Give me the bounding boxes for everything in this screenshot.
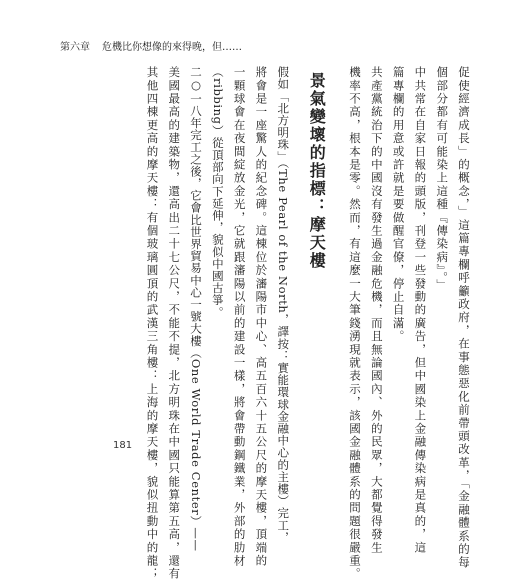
paragraph-gap [329, 66, 343, 426]
text-column: 共產黨統治下的中國沒有發生過金融危機，而且無論國內、外的民眾，大都覺得發生 [369, 66, 384, 555]
vertical-body-text [141, 66, 474, 581]
running-header [60, 38, 242, 53]
text-column: 美國最高的建築物，還高出二十七公尺，不能不提，北方明珠在中國只能算第五高，還有 [167, 66, 182, 581]
page-number: 181 [113, 440, 133, 451]
text-column: 個部分都有可能染上這種『傳染病』。」 [435, 66, 450, 293]
text-column: 機率不高，根本是零。然而，有這麼一大筆錢湧現就表示，該國金融體系的問題很嚴重。 [348, 66, 363, 581]
text-column: 篇專欄的用意或許就是要做醒官僚，停止自滿。 [391, 66, 406, 344]
text-column: 二○一八年完工之後，它會比世界貿易中心一號大樓（One World Trade Center）—— [189, 66, 204, 552]
heading-gap [293, 66, 303, 426]
section-heading: 景氣變壞的指標：摩天樓 [307, 72, 327, 270]
text-column: 假如「北方明珠」（The Pearl of the North，譯按：實能環球金融中心的主樓）完工， [276, 66, 291, 544]
text-column: 一顆球會在夜間綻放金光，它就跟瀋陽以前的建設一樣，將會帶動鋼鐵業，外部的肋材 [232, 66, 247, 568]
text-column: 中共常在自家日報的頭版，刊登一些發動的廣告，但中國染上金融傳染病是真的，這 [413, 66, 428, 555]
text-column: 促使經濟成長」的概念，」這篇專欄呼籲政府，在事態惡化前帶頭改革，「金融體系的每 [457, 66, 471, 570]
text-column: 其他四棟更高的摩天樓：有個玻璃圓頂的武漢三角樓：上海的摩天樓，貌似扭動中的龍； [145, 66, 160, 581]
text-column: 將會是一座驚人的紀念碑。這棟位於瀋陽市中心、高五百六十五公尺的摩天樓，頂端的 [254, 66, 269, 568]
chapter-title: 危機比你想像的來得晚，但…… [102, 42, 242, 53]
chapter-label: 第六章 [60, 42, 90, 53]
text-column: （ribbing）從頂部向下延伸，貌似中國古箏。 [210, 66, 225, 319]
